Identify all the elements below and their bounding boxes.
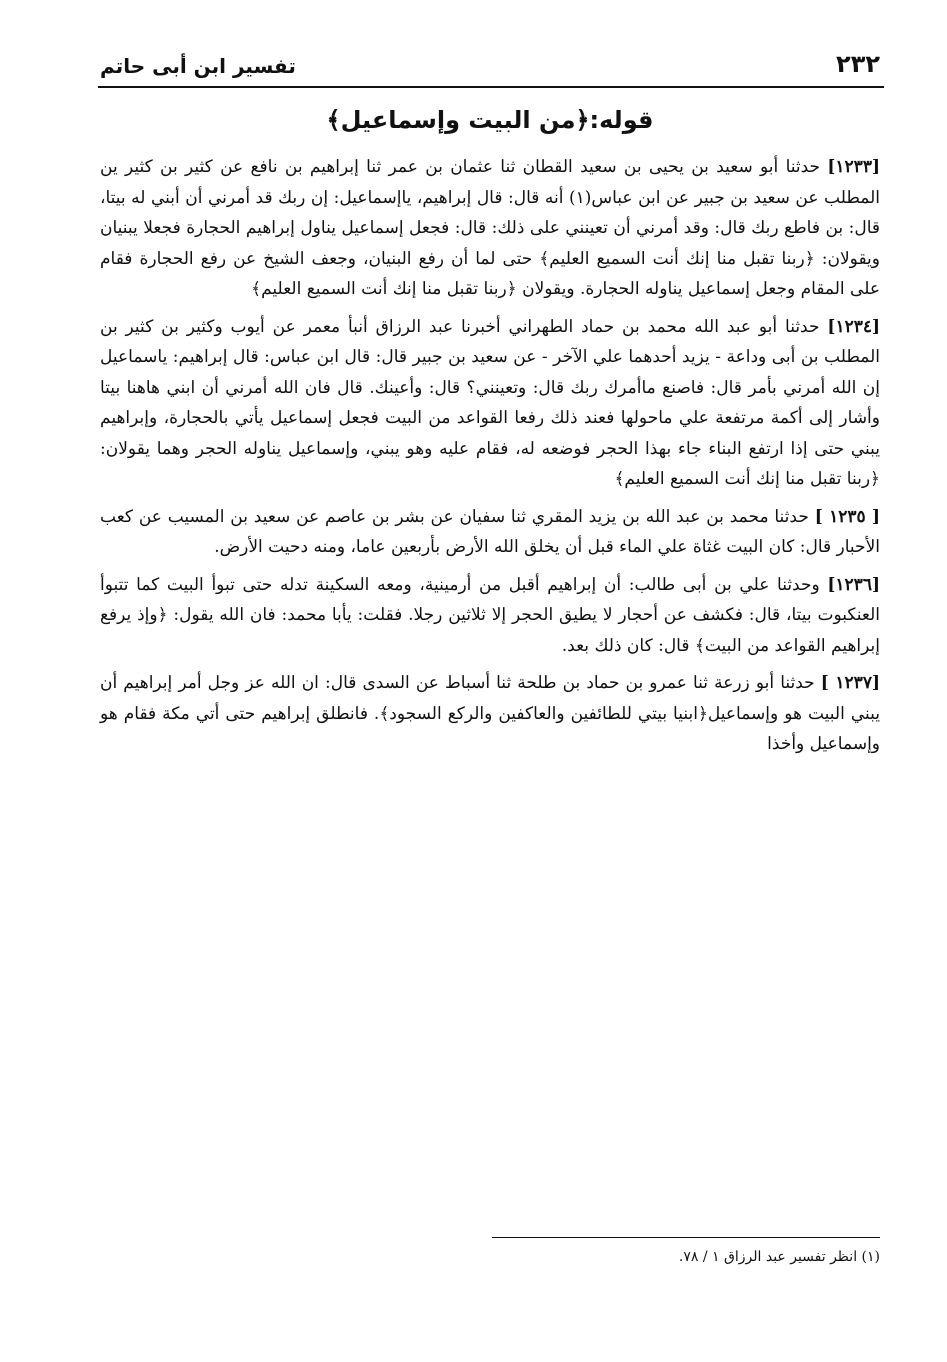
hadith-paragraph	[100, 570, 880, 662]
header-divider	[98, 86, 884, 88]
footnote-divider	[492, 1237, 880, 1238]
hadith-text: حدثنا أبو سعيد بن يحيى بن سعيد القطان ثنا عثمان بن عمر ثنا إبراهيم بن نافع عن كثير بن كثير ين المطلب عن سعيد بن جبير عن ابن عباس(١) أنه قال: قال إبراهيم، ياإسماعيل: إن ربك قد أمرني أن أبني له بيتا، قال: بن فاطع ربك قال: وقد أمرني أن تعينني على ذلك: قال: فجعل إسماعيل يناول إبراهيم الحجارة فجعلا يبنيان ويقولان: ﴿ربنا تقبل منا إنك أنت السميع العليم﴾ حتى لما أن رفع البنيان، وجعف الشيخ عن رفع الحجارة فقام على المقام وجعل إسماعيل يناوله الحجارة. ويقولان ﴿ربنا تقبل منا إنك أنت السميع العليم﴾	[100, 157, 880, 299]
hadith-paragraph	[100, 668, 880, 760]
hadith-paragraph	[100, 502, 880, 563]
page-number: ٢٣٢	[836, 50, 880, 78]
page-body	[100, 152, 880, 767]
hadith-number: [١٢٣٧ ]	[820, 673, 880, 693]
hadith-number: [١٢٣٦]	[827, 574, 880, 595]
hadith-text: حدثنا أبو زرعة ثنا عمرو بن حماد بن طلحة ثنا أسباط عن السدى قال: ان الله عز وجل أمر إبراهيم أن يبني البيت هو وإسماعيل﴿ابنيا بيتي للطائفين والعاكفين والركع السجود﴾. فانطلق إبراهيم حتى أتي مكة فقام هو وإسماعيل وأخذا	[100, 673, 880, 754]
hadith-paragraph	[100, 152, 880, 305]
hadith-text: وحدثنا علي بن أبى طالب: أن إبراهيم أقبل من أرمينية، ومعه السكينة تدله حتى تبوأ البيت كما تتبوأ العنكبوت بيتا، قال: فكشف عن أحجار لا يطيق الحجر إلا ثلاثين رجلا. فقلت: يأبا محمد: فان الله يقول: ﴿وإذ يرفع إبراهيم القواعد من البيت﴾ قال: كان ذلك بعد.	[100, 574, 880, 656]
hadith-number: [ ١٢٣٥ ]	[814, 506, 881, 527]
section-heading: قوله:﴿من البيت وإسماعيل﴾	[326, 106, 654, 134]
hadith-text: حدثنا أبو عبد الله محمد بن حماد الطهراني أخبرنا عبد الرزاق أنبأ معمر عن أيوب وكثير بن كثير بن المطلب بن أبى وداعة - يزيد أحدهما علي الآخر - عن سعيد بن جبير قال: قال ابن عباس: قال إبراهيم: ياسماعيل إن الله أمرني بأمر قال: فاصنع ماأمرك ربك قال: وتعينني؟ قال: وأعينك. قال فان الله أمرني أن ابني هاهنا بيتا وأشار إلى أكمة مرتفعة علي ماحولها فعند ذلك رفعا القواعد من البيت فجعل إسماعيل يأتي بالحجارة، وإبراهيم يبني حتى إذا ارتفع البناء جاء بهذا الحجر فوضعه له، فقام عليه وهو يبني، وإسماعيل يناوله الحجر وهما يقولان: ﴿ربنا تقبل منا إنك أنت السميع العليم﴾	[100, 316, 880, 489]
hadith-paragraph	[100, 312, 880, 495]
book-title: تفسير ابن أبى حاتم	[100, 54, 296, 78]
hadith-number: [١٢٣٣]	[827, 157, 880, 177]
hadith-text: حدثنا محمد بن عبد الله بن يزيد المقري ثنا سفيان عن بشر بن عاصم عن سعيد بن المسيب عن كعب الأحبار قال: كان البيت غثاة علي الماء قبل أن يخلق الله الأرض بأربعين عاما، ومنه دحيت الأرض.	[100, 506, 880, 557]
running-header	[100, 38, 880, 84]
hadith-number: [١٢٣٤]	[827, 316, 881, 337]
footnote: (١) انظر تفسير عبد الرزاق ١ / ٧٨.	[678, 1249, 880, 1265]
